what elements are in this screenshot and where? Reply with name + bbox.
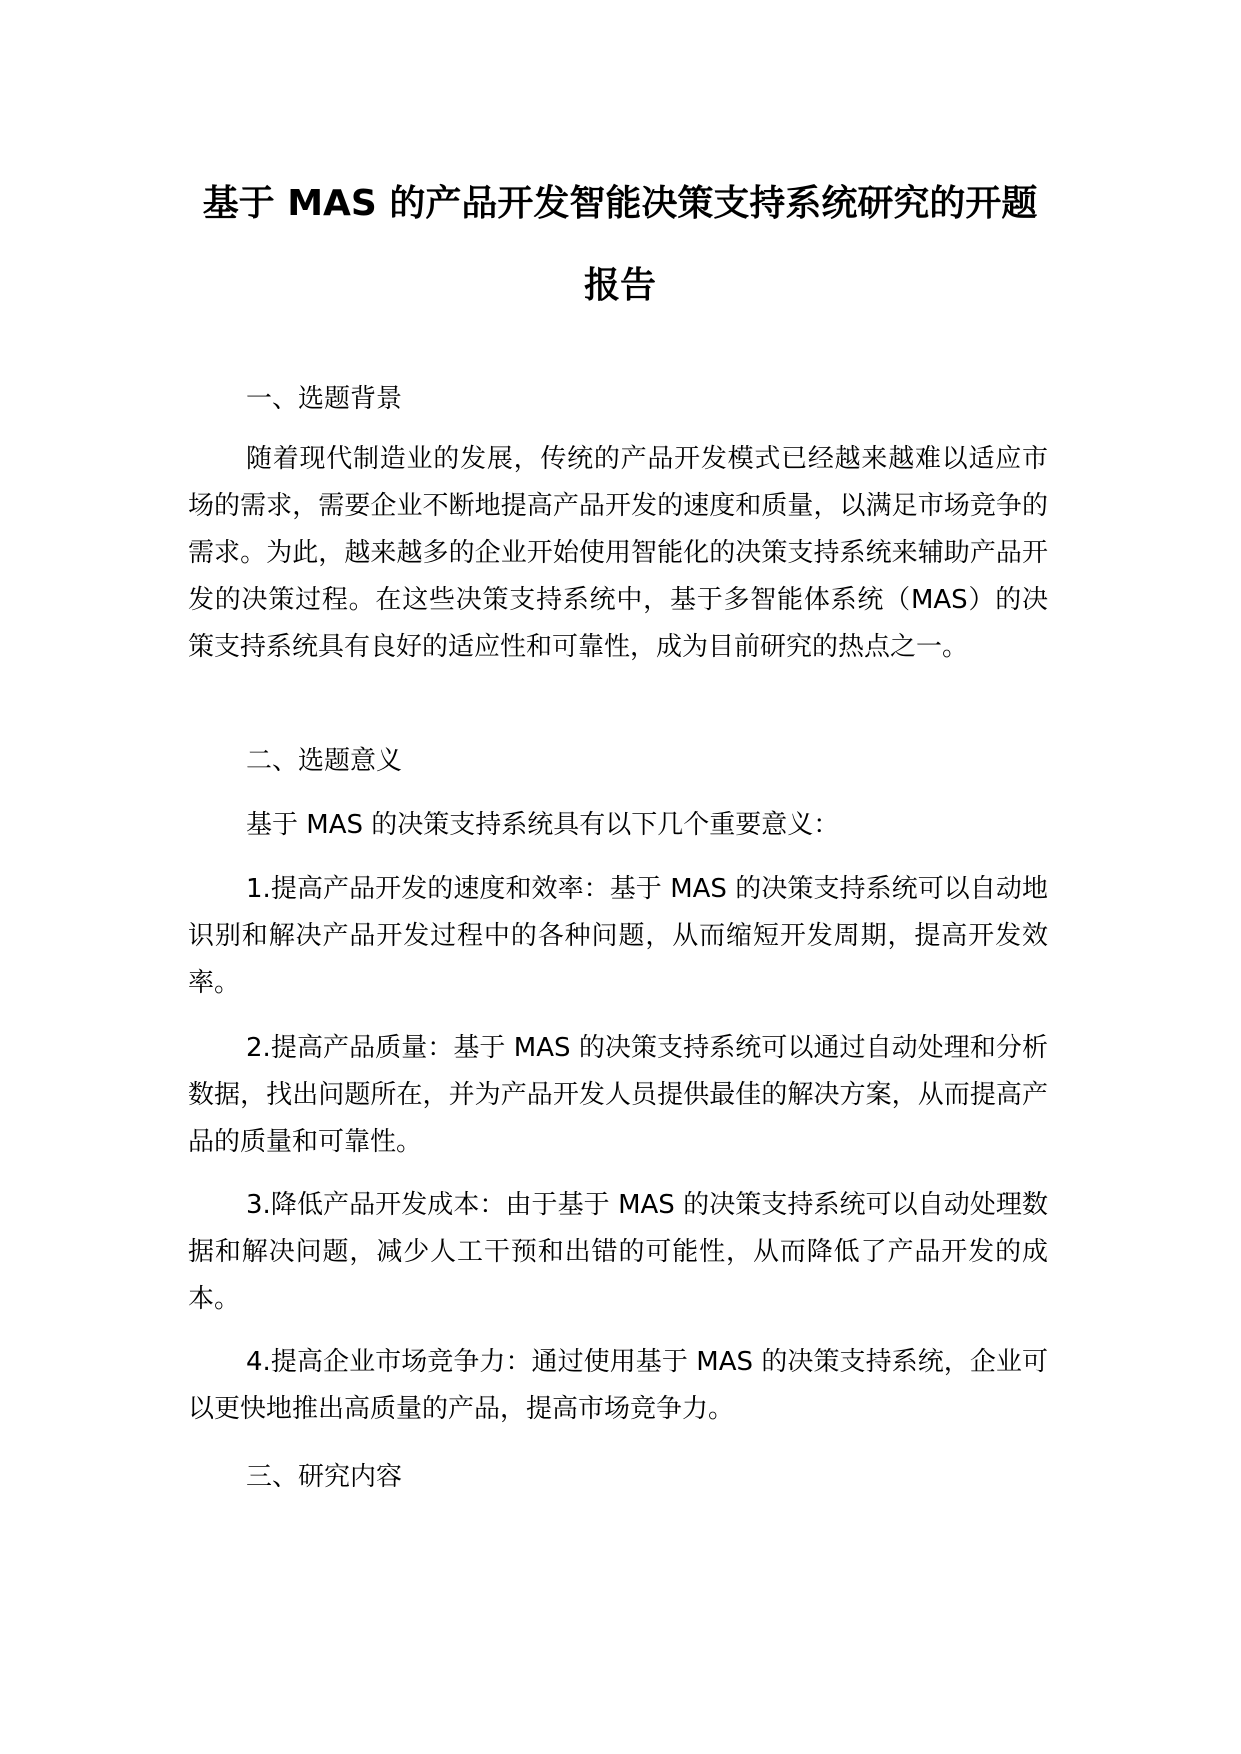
- section-1-paragraph: 随着现代制造业的发展，传统的产品开发模式已经越来越难以适应市场的需求，需要企业不断地提高产品开发的速度和质量，以满足市场竞争的需求。为此，越来越多的企业开始使用智能化的决策支持系统来辅助产品开发的决策过程。在这些决策支持系统中，基于多智能体系统（MAS）的决策支持系统具有良好的适应性和可靠性，成为目前研究的热点之一。: [188, 444, 1048, 662]
- section-2-heading: 二、选题意义: [246, 746, 403, 776]
- document-title-line-1: 基于 MAS 的产品开发智能决策支持系统研究的开题: [202, 183, 1038, 224]
- significance-point-3: 3.降低产品开发成本：由于基于 MAS 的决策支持系统可以自动处理数据和解决问题，减少人工干预和出错的可能性，从而降低了产品开发的成本。: [188, 1190, 1048, 1314]
- document-title-line-2: 报告: [583, 265, 656, 306]
- section-1-heading: 一、选题背景: [246, 384, 403, 414]
- significance-point-4: 4.提高企业市场竞争力：通过使用基于 MAS 的决策支持系统，企业可以更快地推出高质量的产品，提高市场竞争力。: [188, 1347, 1048, 1424]
- section-3-heading: 三、研究内容: [246, 1462, 403, 1492]
- section-2-intro: 基于 MAS 的决策支持系统具有以下几个重要意义：: [246, 810, 840, 840]
- significance-point-1: 1.提高产品开发的速度和效率：基于 MAS 的决策支持系统可以自动地识别和解决产品开发过程中的各种问题，从而缩短开发周期，提高开发效率。: [188, 874, 1048, 998]
- significance-point-2: 2.提高产品质量：基于 MAS 的决策支持系统可以通过自动处理和分析数据，找出问题所在，并为产品开发人员提供最佳的解决方案，从而提高产品的质量和可靠性。: [188, 1033, 1048, 1157]
